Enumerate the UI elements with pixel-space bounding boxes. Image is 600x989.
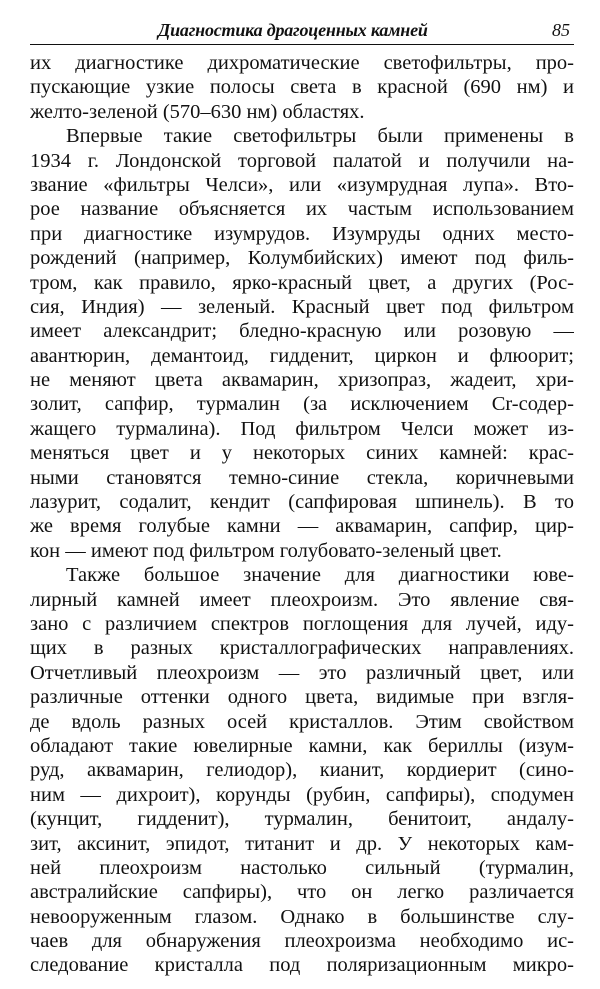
- text-line: кон — имеют под фильтром голубовато-зеленый цвет.: [30, 539, 502, 562]
- text-line: (кунцит, гидденит), турмалин, бенитоит, андалу-: [30, 808, 574, 831]
- text-line: австралийские сапфиры), что он легко различается: [30, 881, 574, 904]
- text-line: их диагностике дихроматические светофильтры, про-: [30, 52, 574, 74]
- running-header: [30, 14, 574, 45]
- text-line: ней плеохроизм настолько сильный (турмалин,: [30, 856, 574, 879]
- text-line: золит, сапфир, турмалин (за исключением Cr-содер-: [30, 393, 574, 416]
- text-line: руд, аквамарин, гелиодор), кианит, кордиерит (сино-: [30, 759, 574, 782]
- text-line: звание «фильтры Челси», или «изумрудная лупа». Вто-: [30, 173, 574, 196]
- text-line: рождений (например, Колумбийских) имеют под филь-: [30, 247, 574, 270]
- text-line: рое название объясняется их частым использованием: [30, 198, 574, 221]
- text-line: чаев для обнаружения плеохроизма необходимо ис-: [30, 930, 574, 953]
- text-line: авантюрин, демантоид, гидденит, циркон и флюорит;: [30, 344, 574, 367]
- text-line: ными становятся темно-синие стекла, коричневыми: [30, 466, 574, 489]
- body-text: [30, 51, 574, 978]
- text-line: имеет александрит; бледно-красную или розовую —: [30, 320, 574, 343]
- text-line: зано с различием спектров поглощения для лучей, иду-: [30, 612, 574, 635]
- text-line: лирный камней имеет плеохроизм. Это явление свя-: [30, 588, 574, 611]
- text-line: лазурит, содалит, кендит (сапфировая шпинель). В то: [30, 491, 574, 514]
- text-line: де вдоль разных осей кристаллов. Этим свойством: [30, 710, 574, 733]
- text-line: тром, как правило, ярко-красный цвет, а других (Рос-: [30, 271, 574, 294]
- text-line: пускающие узкие полосы света в красной (690 нм) и: [30, 76, 574, 99]
- text-line: обладают такие ювелирные камни, как бериллы (изум-: [30, 734, 574, 757]
- text-line: Впервые такие светофильтры были применены в: [66, 125, 574, 148]
- text-line: сия, Индия) — зеленый. Красный цвет под фильтром: [30, 295, 574, 318]
- text-line: невооруженным глазом. Однако в большинстве слу-: [30, 905, 574, 928]
- text-line: не меняют цвета аквамарин, хризопраз, жадеит, хри-: [30, 369, 574, 392]
- text-line: щих в разных кристаллографических направлениях.: [30, 637, 574, 660]
- text-line: меняться цвет и у некоторых синих камней: крас-: [30, 442, 574, 465]
- text-line: при диагностике изумрудов. Изумруды одних место-: [30, 222, 574, 245]
- running-title: Диагностика драгоценных камней: [158, 20, 428, 40]
- text-line: Отчетливый плеохроизм — это различный цвет, или: [30, 661, 574, 684]
- text-line: же время голубые камни — аквамарин, сапфир, цир-: [30, 515, 574, 538]
- text-line: 1934 г. Лондонской торговой палатой и получили на-: [30, 149, 574, 172]
- text-line: желто-зеленой (570–630 нм) областях.: [30, 100, 365, 123]
- text-line: различные оттенки одного цвета, видимые при взгля-: [30, 686, 574, 709]
- book-page: [30, 14, 574, 978]
- text-line: следование кристалла под поляризационным микро-: [30, 954, 574, 977]
- text-line: ним — дихроит), корунды (рубин, сапфиры), сподумен: [30, 783, 574, 806]
- page-number: 85: [552, 20, 570, 40]
- text-line: Также большое значение для диагностики юве-: [66, 564, 574, 587]
- text-line: зит, аксинит, эпидот, титанит и др. У некоторых кам-: [30, 832, 574, 855]
- text-line: жащего турмалина). Под фильтром Челси может из-: [30, 417, 574, 440]
